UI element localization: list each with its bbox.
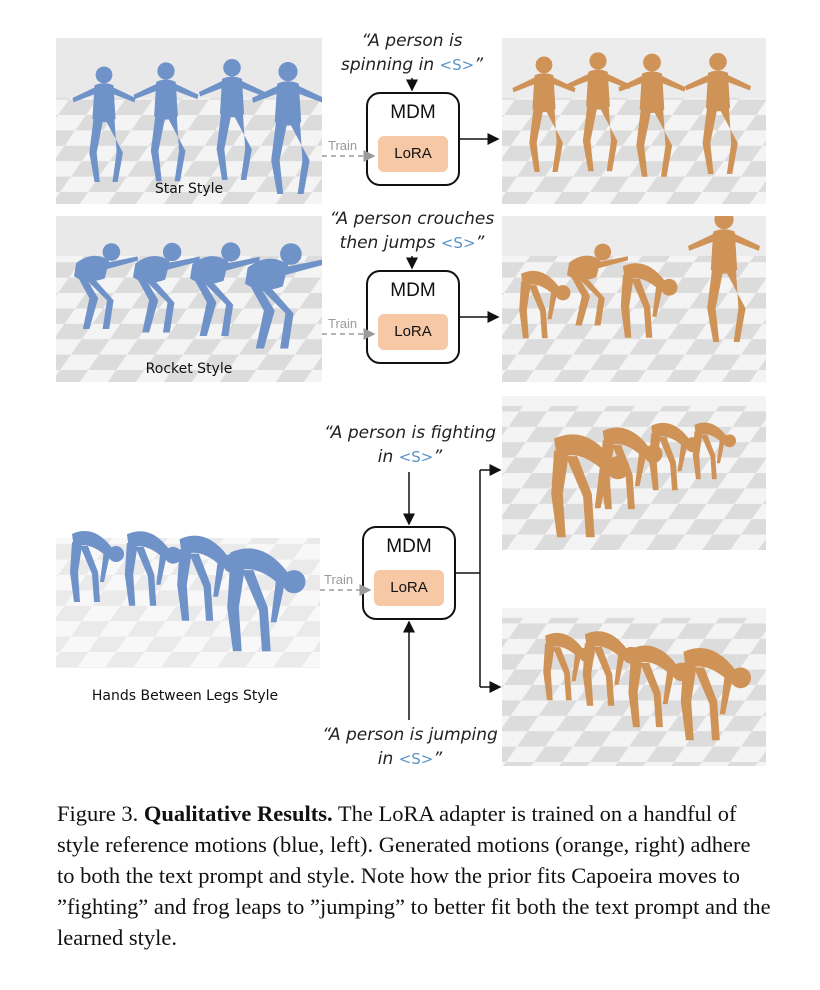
row1-train-label: Train: [328, 138, 358, 153]
star-style-label: Star Style: [154, 181, 224, 197]
row2-style-token: <S>: [440, 234, 476, 252]
row3-bottom-style-token: <S>: [398, 750, 434, 768]
row3-top-prompt-line1: “A person is fighting: [324, 423, 496, 443]
row3-bottom-prompt-line1: “A person is jumping: [322, 725, 498, 745]
caption-title: Qualitative Results.: [143, 801, 333, 826]
row3-top-prompt-text: in: [377, 447, 394, 467]
rocket-style-label: Rocket Style: [145, 361, 233, 377]
row1-prompt-line1: “A person is: [361, 31, 463, 51]
row1-style-token: <S>: [439, 56, 475, 74]
caption-body: The LoRA adapter is trained on a handful of style reference motions (blue, left). Generated motions (orange, right) adhere to both the text prompt and style. Note how the prior fits Capoeira moves to ”fighting” and frog leaps to ”jumping” to better fit both the text prompt and the learned style.: [57, 801, 771, 950]
row3-bottom-prompt-end: ”: [433, 749, 443, 769]
row1-mdm-title: MDM: [390, 102, 436, 123]
figure-caption: [57, 798, 772, 953]
row3-train-label: Train: [324, 572, 354, 587]
row2-lora-block: LoRA: [378, 314, 448, 350]
row3-output-branch: [456, 470, 480, 687]
row2-prompt-text: then jumps: [339, 233, 436, 253]
row2-train-label: Train: [328, 316, 358, 331]
row1-prompt-text: spinning in: [340, 55, 435, 75]
row3-top-prompt-end: ”: [433, 447, 443, 467]
row3-bottom-prompt-text: in: [377, 749, 394, 769]
row3-lora-block: LoRA: [374, 570, 444, 606]
row3-top-style-token: <S>: [398, 448, 434, 466]
row1-lora-block: LoRA: [378, 136, 448, 172]
row3-mdm-title: MDM: [386, 536, 432, 557]
hands-between-legs-label: Hands Between Legs Style: [91, 688, 279, 704]
row2-prompt-line1: “A person crouches: [329, 209, 495, 229]
row2-prompt-end: ”: [475, 233, 485, 253]
row2-mdm-title: MDM: [390, 280, 436, 301]
caption-prefix: Figure 3.: [57, 801, 139, 826]
row1-prompt-end: ”: [474, 55, 483, 75]
